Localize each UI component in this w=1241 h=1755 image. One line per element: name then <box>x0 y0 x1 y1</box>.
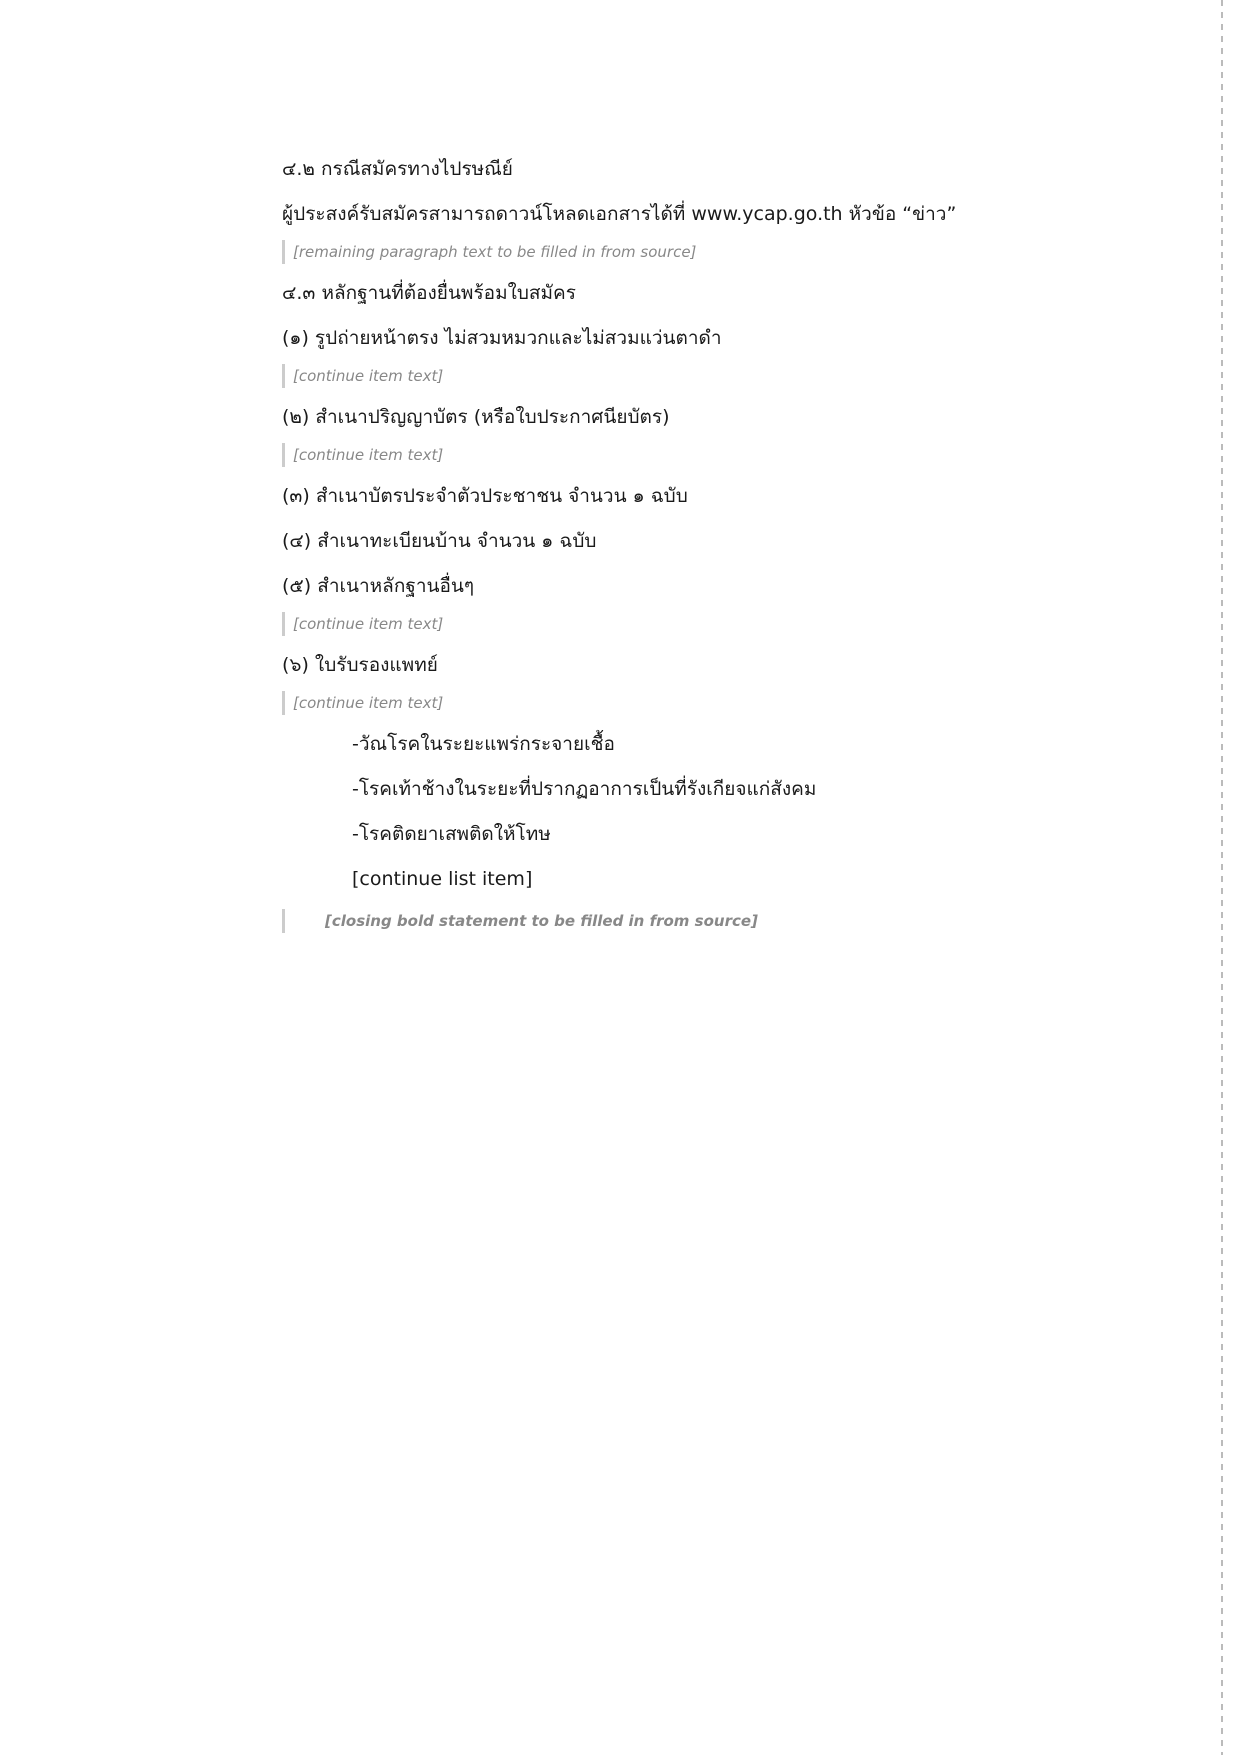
section-42-excerpt: ผู้ประสงค์รับสมัครสามารถดาวน์โหลดเอกสารได้ที่ www.ycap.go.th หัวข้อ “ข่าว” <box>282 203 957 225</box>
closing-statement-placeholder: [closing bold statement to be filled in from source] <box>282 909 1082 933</box>
list-item: (๓) สำเนาบัตรประจำตัวประชาชน จำนวน ๑ ฉบับ <box>282 485 688 507</box>
list-item-placeholder: [continue item text] <box>282 612 1082 636</box>
list-item: (๕) สำเนาหลักฐานอื่นๆ <box>282 575 475 597</box>
section-42-heading: ๔.๒ กรณีสมัครทางไปรษณีย์ <box>282 158 513 180</box>
list-item: (๑) รูปถ่ายหน้าตรง ไม่สวมหมวกและไม่สวมแว่นตาดำ <box>282 327 722 349</box>
disease-list-item: -โรคเท้าช้างในระยะที่ปรากฏอาการเป็นที่รังเกียจแก่สังคม <box>352 778 817 800</box>
list-item-placeholder: [continue item text] <box>282 364 1082 388</box>
scan-edge-border <box>1221 0 1223 1755</box>
list-item: (๒) สำเนาปริญญาบัตร (หรือใบประกาศนียบัตร) <box>282 406 670 428</box>
section-42-placeholder: [remaining paragraph text to be filled in from source] <box>282 240 1082 264</box>
list-item: (๔) สำเนาทะเบียนบ้าน จำนวน ๑ ฉบับ <box>282 530 597 552</box>
disease-list-item: -โรคติดยาเสพติดให้โทษ <box>352 823 551 845</box>
list-item: (๖) ใบรับรองแพทย์ <box>282 654 438 676</box>
disease-list-item: -วัณโรคในระยะแพร่กระจายเชื้อ <box>352 733 615 755</box>
list-item-placeholder: [continue item text] <box>282 691 1082 715</box>
section-43-heading: ๔.๓ หลักฐานที่ต้องยื่นพร้อมใบสมัคร <box>282 282 576 304</box>
disease-list-item: [continue list item] <box>352 868 533 890</box>
list-item-placeholder: [continue item text] <box>282 443 1082 467</box>
document-body <box>152 150 1082 943</box>
